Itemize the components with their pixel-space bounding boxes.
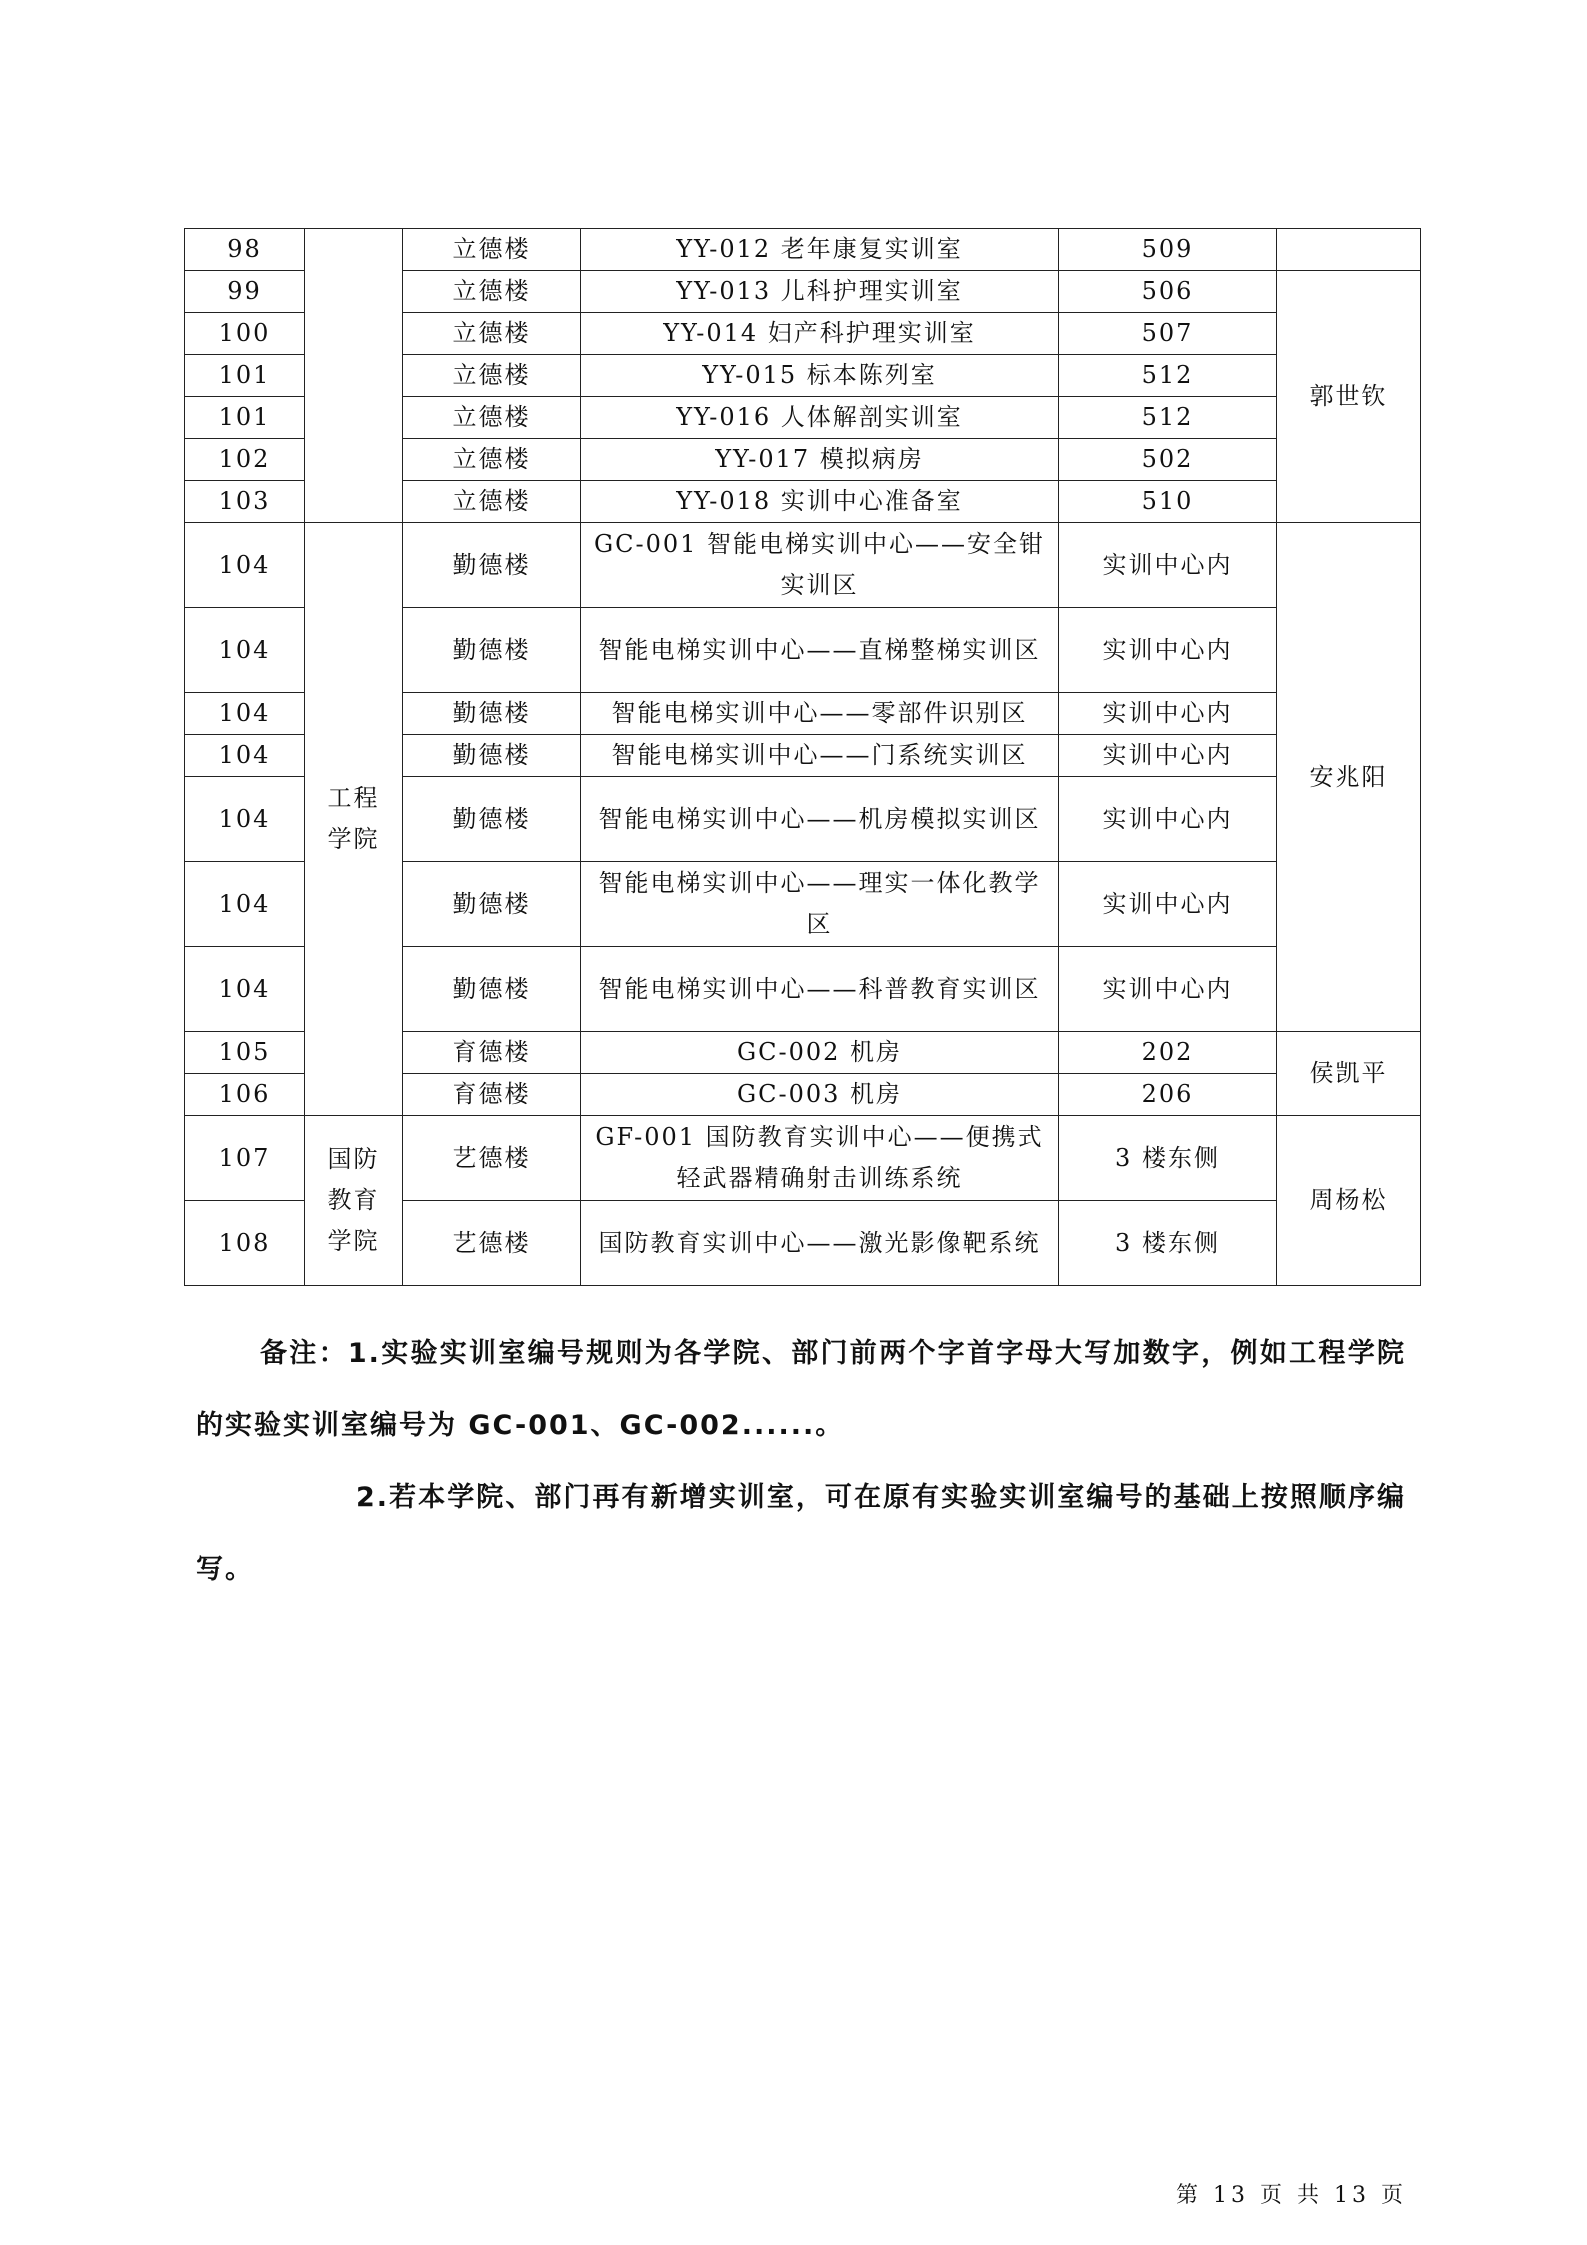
row-number: 100 xyxy=(185,313,305,355)
room-name: YY-017 模拟病房 xyxy=(581,439,1059,481)
room-location: 512 xyxy=(1059,355,1277,397)
manager-name: 郭世钦 xyxy=(1277,271,1421,523)
room-location: 502 xyxy=(1059,439,1277,481)
room-location: 202 xyxy=(1059,1032,1277,1074)
building: 勤德楼 xyxy=(403,523,581,608)
building: 艺德楼 xyxy=(403,1201,581,1286)
room-location: 实训中心内 xyxy=(1059,947,1277,1032)
row-number: 104 xyxy=(185,777,305,862)
manager-cell-blank xyxy=(1277,229,1421,271)
building: 立德楼 xyxy=(403,355,581,397)
row-number: 104 xyxy=(185,735,305,777)
room-location: 512 xyxy=(1059,397,1277,439)
row-number: 105 xyxy=(185,1032,305,1074)
room-name: YY-016 人体解剖实训室 xyxy=(581,397,1059,439)
college-name: 国防教育学院 xyxy=(305,1116,403,1286)
room-location: 3 楼东侧 xyxy=(1059,1116,1277,1201)
building: 勤德楼 xyxy=(403,777,581,862)
building: 立德楼 xyxy=(403,271,581,313)
room-name: 智能电梯实训中心——零部件识别区 xyxy=(581,693,1059,735)
room-location: 509 xyxy=(1059,229,1277,271)
row-number: 108 xyxy=(185,1201,305,1286)
note-1: 备注：1.实验实训室编号规则为各学院、部门前两个字首字母大写加数字，例如工程学院的实验实训室编号为 GC-001、GC-002......。 xyxy=(196,1338,1406,1441)
room-name: 智能电梯实训中心——机房模拟实训区 xyxy=(581,777,1059,862)
room-location: 实训中心内 xyxy=(1059,693,1277,735)
room-name: YY-012 老年康复实训室 xyxy=(581,229,1059,271)
college-name: 工程学院 xyxy=(305,523,403,1116)
room-name: 智能电梯实训中心——门系统实训区 xyxy=(581,735,1059,777)
row-number: 106 xyxy=(185,1074,305,1116)
room-name: GF-001 国防教育实训中心——便携式轻武器精确射击训练系统 xyxy=(581,1116,1059,1201)
row-number: 104 xyxy=(185,693,305,735)
building: 艺德楼 xyxy=(403,1116,581,1201)
room-name: GC-003 机房 xyxy=(581,1074,1059,1116)
room-name: YY-015 标本陈列室 xyxy=(581,355,1059,397)
row-number: 104 xyxy=(185,523,305,608)
room-location: 506 xyxy=(1059,271,1277,313)
row-number: 101 xyxy=(185,397,305,439)
table-row xyxy=(185,229,1421,271)
building: 勤德楼 xyxy=(403,947,581,1032)
row-number: 98 xyxy=(185,229,305,271)
room-location: 实训中心内 xyxy=(1059,862,1277,947)
room-location: 实训中心内 xyxy=(1059,608,1277,693)
table-row xyxy=(185,523,1421,608)
building: 立德楼 xyxy=(403,481,581,523)
note-2: 2.若本学院、部门再有新增实训室，可在原有实验实训室编号的基础上按照顺序编写。 xyxy=(196,1482,1406,1585)
table-row xyxy=(185,1116,1421,1201)
row-number: 104 xyxy=(185,947,305,1032)
manager-name: 周杨松 xyxy=(1277,1116,1421,1286)
building: 立德楼 xyxy=(403,397,581,439)
room-name: 智能电梯实训中心——直梯整梯实训区 xyxy=(581,608,1059,693)
manager-name: 侯凯平 xyxy=(1277,1032,1421,1116)
row-number: 103 xyxy=(185,481,305,523)
room-location: 实训中心内 xyxy=(1059,777,1277,862)
row-number: 102 xyxy=(185,439,305,481)
room-name: 智能电梯实训中心——科普教育实训区 xyxy=(581,947,1059,1032)
building: 勤德楼 xyxy=(403,693,581,735)
building: 勤德楼 xyxy=(403,608,581,693)
building: 育德楼 xyxy=(403,1032,581,1074)
college-cell-blank xyxy=(305,229,403,523)
room-location: 510 xyxy=(1059,481,1277,523)
room-name: 国防教育实训中心——激光影像靶系统 xyxy=(581,1201,1059,1286)
room-location: 3 楼东侧 xyxy=(1059,1201,1277,1286)
building: 立德楼 xyxy=(403,313,581,355)
manager-name: 安兆阳 xyxy=(1277,523,1421,1032)
building: 立德楼 xyxy=(403,229,581,271)
building: 立德楼 xyxy=(403,439,581,481)
room-name: YY-018 实训中心准备室 xyxy=(581,481,1059,523)
row-number: 104 xyxy=(185,862,305,947)
row-number: 107 xyxy=(185,1116,305,1201)
row-number: 101 xyxy=(185,355,305,397)
room-name: GC-001 智能电梯实训中心——安全钳实训区 xyxy=(581,523,1059,608)
room-name: 智能电梯实训中心——理实一体化教学区 xyxy=(581,862,1059,947)
row-number: 99 xyxy=(185,271,305,313)
building: 勤德楼 xyxy=(403,735,581,777)
room-location: 实训中心内 xyxy=(1059,735,1277,777)
page-number-footer: 第 13 页 共 13 页 xyxy=(1176,2183,1407,2208)
room-location: 507 xyxy=(1059,313,1277,355)
row-number: 104 xyxy=(185,608,305,693)
building: 育德楼 xyxy=(403,1074,581,1116)
room-name: GC-002 机房 xyxy=(581,1032,1059,1074)
room-location: 实训中心内 xyxy=(1059,523,1277,608)
lab-room-table xyxy=(184,228,1421,1286)
building: 勤德楼 xyxy=(403,862,581,947)
room-name: YY-014 妇产科护理实训室 xyxy=(581,313,1059,355)
notes-section xyxy=(196,1318,1406,1606)
room-location: 206 xyxy=(1059,1074,1277,1116)
room-name: YY-013 儿科护理实训室 xyxy=(581,271,1059,313)
